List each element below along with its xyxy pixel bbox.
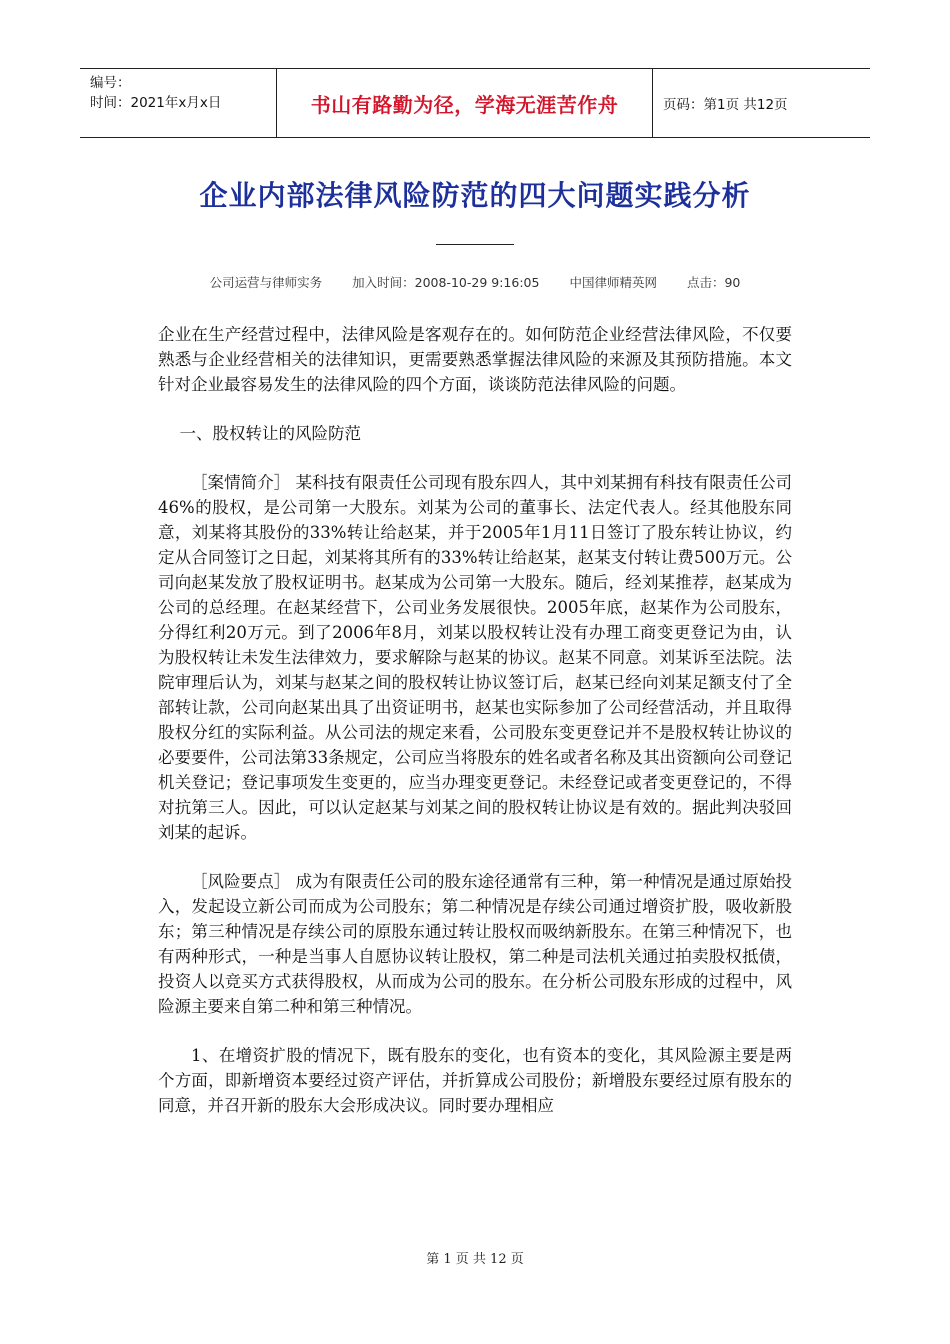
header-page-cell	[653, 69, 870, 137]
paragraph-case-summary: ［案情简介］ 某科技有限责任公司现有股东四人，其中刘某拥有科技有限责任公司46%的股权，是公司第一大股东。刘某为公司的董事长、法定代表人。经其他股东同意，刘某将其股份的33%转让给赵某，并于2005年1月11日签订了股东转让协议，约定从合同签订之日起，刘某将其所有的33%转让给赵某，赵某支付转让费500万元。公司向赵某发放了股权证明书。赵某成为公司第一大股东。随后，经刘某推荐，赵某成为公司的总经理。在赵某经营下，公司业务发展很快。2005年底，赵某作为公司股东，分得红利20万元。到了2006年8月，刘某以股权转让没有办理工商变更登记为由，认为股权转让未发生法律效力，要求解除与赵某的协议。赵某不同意。刘某诉至法院。法院审理后认为，刘某与赵某之间的股权转让协议签订后，赵某已经向刘某足额支付了全部转让款，公司向赵某出具了出资证明书，赵某也实际参加了公司经营活动，并且取得股权分红的实际利益。从公司法的规定来看，公司股东变更登记并不是股权转让协议的必要要件，公司法第33条规定，公司应当将股东的姓名或者名称及其出资额向公司登记机关登记；登记事项发生变更的，应当办理变更登记。未经登记或者变更登记的，不得对抗第三人。因此，可以认定赵某与刘某之间的股权转让协议是有效的。据此判决驳回刘某的起诉。	[158, 473, 792, 842]
header-table	[80, 68, 870, 138]
paragraph-intro: 企业在生产经营过程中，法律风险是客观存在的。如何防范企业经营法律风险，不仅要熟悉与企业经营相关的法律知识，更需要熟悉掌握法律风险的来源及其预防措施。本文针对企业最容易发生的法律风险的四个方面，谈谈防范法律风险的问题。	[158, 325, 792, 394]
article-body	[158, 322, 792, 1142]
header-motto-cell	[276, 69, 653, 137]
paragraph-point-1: 1、在增资扩股的情况下，既有股东的变化，也有资本的变化，其风险源主要是两个方面，即新增资本要经过资产评估，并折算成公司股份；新增股东要经过原有股东的同意，并召开新的股东大会形成决议。同时要办理相应	[158, 1046, 792, 1115]
page-footer: 第 1 页 共 12 页	[426, 1252, 524, 1267]
meta-added-time: 加入时间：2008-10-29 9:16:05	[352, 275, 540, 290]
title-divider	[436, 244, 514, 245]
section-heading: 一、股权转让的风险防范	[179, 424, 361, 443]
meta-clicks: 点击：90	[686, 275, 741, 290]
meta-source: 中国律师精英网	[569, 275, 657, 290]
motto-text: 书山有路勤为径，学海无涯苦作舟	[310, 92, 619, 117]
date-label: 时间：2021年x月x日	[90, 95, 222, 111]
page-info: 页码：第1页 共12页	[663, 97, 788, 113]
paragraph-risk-points: ［风险要点］ 成为有限责任公司的股东途径通常有三种，第一种情况是通过原始投入，发起设立新公司而成为公司股东；第二种情况是存续公司通过增资扩股，吸收新股东；第三种情况是存续公司的原股东通过转让股权而吸纳新股东。在第三种情况下，也有两种形式，一种是当事人自愿协议转让股权，第二种是司法机关通过拍卖股权抵债，投资人以竞买方式获得股权，从而成为公司的股东。在分析公司股东形成的过程中，风险源主要来自第二种和第三种情况。	[158, 872, 792, 1016]
document-title: 企业内部法律风险防范的四大问题实践分析	[199, 179, 751, 212]
header-left-cell	[80, 69, 276, 137]
number-label: 编号：	[90, 75, 131, 91]
article-meta	[0, 273, 950, 291]
meta-category: 公司运营与律师实务	[209, 275, 323, 290]
